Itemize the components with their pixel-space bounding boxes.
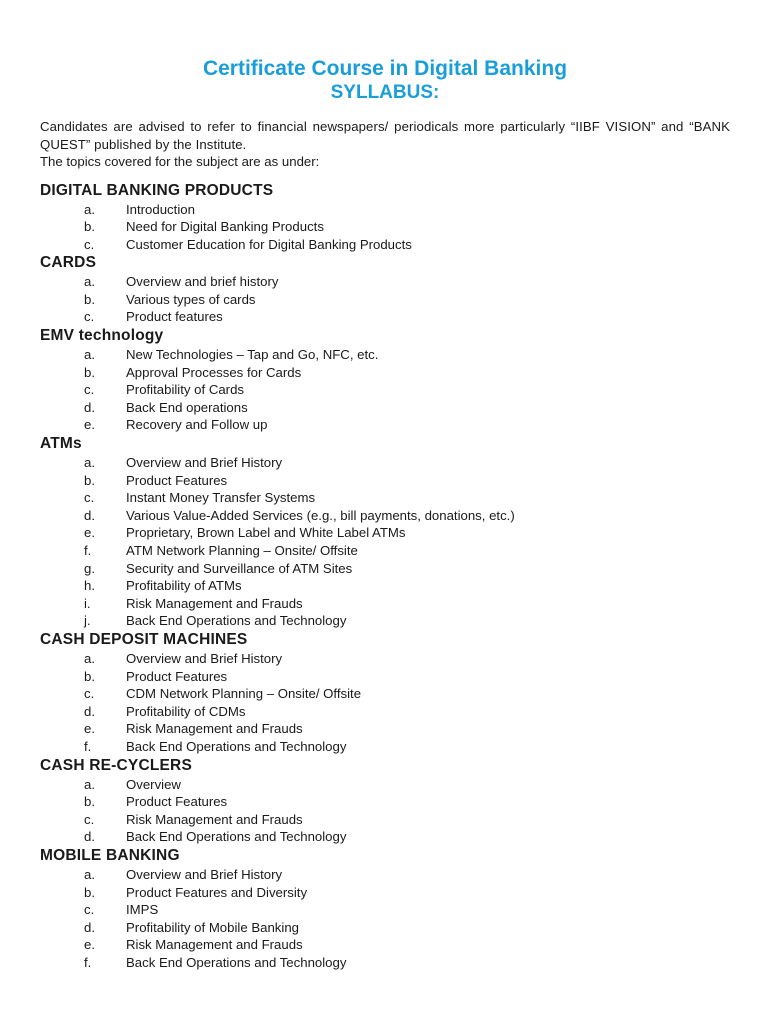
list-item-letter: a. [84,455,95,471]
list-item-text: Profitability of Mobile Banking [126,919,299,935]
list-item [40,542,730,560]
list-item [40,866,730,884]
list-item-text: Product Features [126,668,228,684]
list-item [40,919,730,937]
list-item-letter: d. [84,703,95,719]
list-item-text: Introduction [126,201,195,217]
section-heading: EMV technology [40,327,164,345]
list-item-text: Instant Money Transfer Systems [126,490,316,506]
list-item-text: Overview and brief history [126,274,279,290]
list-item-text: Need for Digital Banking Products [126,219,324,235]
list-item [40,936,730,954]
list-item-text: Back End Operations and Technology [126,613,347,629]
list-item-text: Profitability of ATMs [126,578,242,594]
list-item-letter: f. [84,543,92,558]
list-item [40,811,730,829]
list-item-letter: c. [84,490,95,506]
list-item-text: Product Features [126,794,228,810]
list-item [40,291,730,309]
list-item-text: Risk Management and Frauds [126,721,303,737]
list-item [40,489,730,507]
list-item-text: Back End Operations and Technology [126,738,347,754]
list-item-text: IMPS [126,902,159,918]
list-item-letter: b. [84,364,95,380]
list-item [40,201,730,219]
list-item-letter: a. [84,201,95,217]
list-item-text: New Technologies – Tap and Go, NFC, etc. [126,347,379,363]
section-item-list [40,650,730,756]
intro-paragraph: Candidates are advised to refer to financial newspapers/ periodicals more particularly “IIBF VISION” and “BANK QUEST” published by the Institute. [40,119,730,152]
list-item [40,560,730,578]
list-item-letter: f. [84,738,92,754]
list-item-text: Product Features [126,472,228,488]
list-item [40,524,730,542]
list-item-letter: a. [84,347,95,363]
list-item [40,793,730,811]
list-item [40,273,730,291]
document-title: Certificate Course in Digital Banking [202,57,568,80]
list-item-text: Back End Operations and Technology [126,954,347,970]
list-item-letter: b. [84,794,95,810]
list-item-letter: d. [84,919,95,935]
section-heading: CARDS [40,254,97,272]
list-item [40,308,730,326]
list-item [40,454,730,472]
list-item-letter: i. [84,595,91,611]
list-item-letter: c. [84,811,95,827]
list-item [40,685,730,703]
list-item-text: Risk Management and Frauds [126,937,303,953]
list-item-letter: a. [84,866,95,882]
list-item [40,650,730,668]
list-item-text: Security and Surveillance of ATM Sites [126,560,353,576]
list-item-letter: a. [84,274,95,290]
list-item-text: Various types of cards [126,291,256,307]
list-item-letter: c. [84,309,95,325]
list-item [40,828,730,846]
list-item [40,346,730,364]
list-item [40,668,730,686]
list-item-letter: e. [84,721,95,737]
list-item-letter: j. [84,613,91,629]
list-item [40,776,730,794]
list-item-letter: a. [84,650,95,666]
list-item [40,595,730,613]
section-item-list [40,201,730,254]
list-item-letter: d. [84,829,95,845]
topics-intro: The topics covered for the subject are as under: [40,154,320,169]
list-item-text: Overview [126,776,181,792]
list-item-letter: e. [84,525,95,541]
section-item-list [40,346,730,434]
list-item-text: Risk Management and Frauds [126,811,303,827]
list-item [40,720,730,738]
list-item-text: Back End Operations and Technology [126,829,347,845]
list-item [40,364,730,382]
list-item-text: Overview and Brief History [126,650,283,666]
list-item [40,381,730,399]
list-item [40,884,730,902]
list-item [40,507,730,525]
list-item [40,399,730,417]
list-item-letter: c. [84,236,95,252]
section-item-list [40,776,730,846]
section-heading: CASH RE-CYCLERS [40,756,192,774]
list-item [40,416,730,434]
list-item [40,703,730,721]
list-item-letter: b. [84,884,95,900]
list-item-letter: a. [84,776,95,792]
list-item [40,954,730,972]
list-item [40,218,730,236]
list-item-text: Back End operations [126,399,248,415]
list-item-letter: c. [84,382,95,398]
section-item-list [40,866,730,972]
section-heading: CASH DEPOSIT MACHINES [40,630,248,648]
list-item-text: Recovery and Follow up [126,417,268,433]
list-item-text: Overview and Brief History [126,866,283,882]
list-item-letter: b. [84,472,95,488]
list-item-text: Customer Education for Digital Banking Products [126,236,412,252]
list-item [40,472,730,490]
list-item-text: ATM Network Planning – Onsite/ Offsite [126,543,358,558]
document-page [40,56,730,971]
list-item [40,236,730,254]
list-item [40,577,730,595]
list-item-text: Proprietary, Brown Label and White Label ATMs [126,525,406,541]
list-item-text: Risk Management and Frauds [126,595,303,611]
list-item-text: Profitability of Cards [126,382,244,398]
list-item-text: CDM Network Planning – Onsite/ Offsite [126,686,362,702]
list-item-letter: h. [84,578,95,594]
list-item-letter: d. [84,507,95,523]
list-item-letter: b. [84,668,95,684]
list-item-text: Overview and Brief History [126,455,283,471]
list-item-text: Product Features and Diversity [126,884,308,900]
section-item-list [40,273,730,326]
list-item [40,612,730,630]
list-item-letter: b. [84,219,95,235]
list-item-text: Various Value-Added Services (e.g., bill payments, donations, etc.) [126,507,515,523]
list-item-letter: d. [84,399,95,415]
syllabus-sections [40,181,730,972]
section-item-list [40,454,730,630]
list-item [40,901,730,919]
list-item-letter: e. [84,937,95,953]
section-heading: DIGITAL BANKING PRODUCTS [40,181,274,199]
list-item-letter: c. [84,686,95,702]
list-item-letter: c. [84,902,95,918]
list-item [40,738,730,756]
section-heading: MOBILE BANKING [40,846,180,864]
section-heading: ATMs [40,435,82,453]
list-item-text: Approval Processes for Cards [126,364,302,380]
list-item-text: Product features [126,309,223,325]
document-subtitle: SYLLABUS: [330,82,440,103]
list-item-letter: b. [84,291,95,307]
list-item-letter: e. [84,417,95,433]
list-item-letter: g. [84,560,95,576]
list-item-text: Profitability of CDMs [126,703,246,719]
list-item-letter: f. [84,954,92,970]
